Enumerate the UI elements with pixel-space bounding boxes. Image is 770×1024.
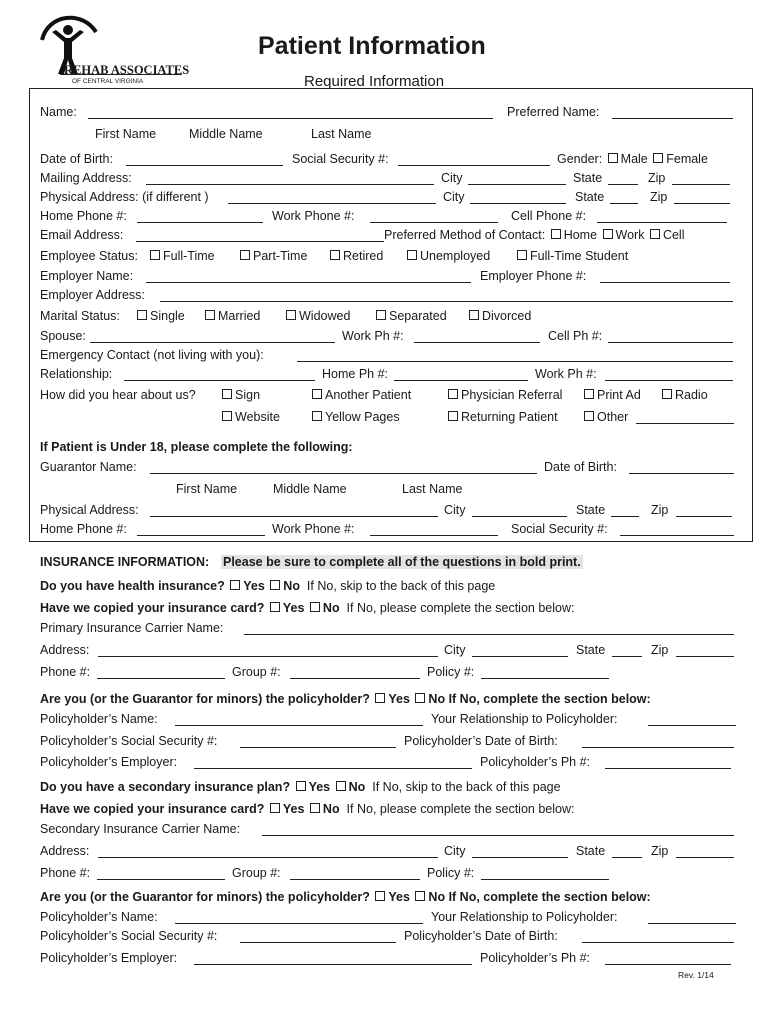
ph-dob-field[interactable] [582,747,734,748]
mailing-zip-field[interactable] [672,184,730,185]
ins-phone-label: Phone #: [40,665,91,679]
primary-carrier-field[interactable] [244,634,734,635]
ins-policy-field[interactable] [481,678,609,679]
spouse-cell-label: Cell Ph #: [548,329,603,343]
ph-employer-label: Policyholder’s Employer: [40,755,178,769]
health-skip-note: If No, skip to the back of this page [306,579,496,593]
ins2-group-field[interactable] [290,879,420,880]
copied2-yes-checkbox[interactable] [270,803,280,813]
name-field[interactable] [88,118,493,119]
marital-status-label: Marital Status: [40,309,120,323]
guarantor-address-field[interactable] [150,516,438,517]
secondary-carrier-label: Secondary Insurance Carrier Name: [40,822,241,836]
policyholder-no-label: No [428,692,446,706]
ins2-phone-label: Phone #: [40,866,91,880]
contact-home-label: Home [563,228,598,242]
retired-label: Retired [343,249,384,263]
guarantor-dob-field[interactable] [629,473,734,474]
guarantor-home-label: Home Phone #: [40,522,127,536]
ph2-phone-field[interactable] [605,964,731,965]
guarantor-middle-caption: Middle Name [273,482,347,496]
copied-note: If No, please complete the section below: [346,601,575,615]
first-name-caption: First Name [95,127,157,141]
policyholder2-no-checkbox[interactable] [415,891,425,901]
guarantor-first-caption: First Name [176,482,238,496]
mailing-state-field[interactable] [608,184,638,185]
gender-group [557,151,708,167]
policyholder-no-checkbox[interactable] [415,693,425,703]
another-patient-checkbox[interactable] [312,389,322,399]
ins2-address-label: Address: [40,844,90,858]
ins-group-field[interactable] [290,678,420,679]
emergency-home-field[interactable] [394,380,528,381]
retired-checkbox[interactable] [330,250,340,260]
dob-label: Date of Birth: [40,152,113,166]
ph-phone-label: Policyholder’s Ph #: [480,755,591,769]
guarantor-state-field[interactable] [611,516,639,517]
ph2-relationship-label: Your Relationship to Policyholder: [431,910,618,924]
employer-phone-label: Employer Phone #: [480,269,587,283]
health-no-label: No [283,579,300,593]
dob-field[interactable] [126,165,283,166]
physical-state-field[interactable] [610,203,638,204]
logo-divider [60,74,182,75]
print-ad-label: Print Ad [597,388,641,402]
ph2-dob-label: Policyholder’s Date of Birth: [404,929,558,943]
guarantor-address-label: Physical Address: [40,503,139,517]
physical-address-label: Physical Address: (if different ) [40,190,209,204]
gender-label: Gender: [557,152,603,166]
mailing-address-field[interactable] [146,184,434,185]
secondary-yes-label: Yes [308,780,331,794]
ins-phone-field[interactable] [97,678,225,679]
insurance-note: Please be sure to complete all of the questions in bold print. [223,555,581,569]
preferred-contact-group [384,227,684,243]
ph-employer-field[interactable] [194,768,472,769]
guarantor-name-label: Guarantor Name: [40,460,137,474]
guarantor-home-field[interactable] [137,535,265,536]
employer-name-label: Employer Name: [40,269,134,283]
full-time-label: Full-Time [163,249,215,263]
guarantor-ssn-field[interactable] [620,535,734,536]
health-yes-checkbox[interactable] [230,580,240,590]
ins-zip-field[interactable] [676,656,734,657]
secondary-yes-checkbox[interactable] [296,781,306,791]
preferred-name-label: Preferred Name: [507,105,600,119]
sign-label: Sign [235,388,261,402]
emergency-home-label: Home Ph #: [322,367,389,381]
ins2-group-label: Group #: [232,866,281,880]
copied-no-label: No [322,601,340,615]
part-time-label: Part-Time [253,249,308,263]
page-title: Patient Information [258,32,486,60]
copied2-note: If No, please complete the section below: [346,802,575,816]
contact-cell-checkbox[interactable] [650,229,660,239]
policyholder2-note: If No, complete the section below: [448,890,651,904]
student-checkbox[interactable] [517,250,527,260]
website-label: Website [235,410,280,424]
ins2-city-label: City [444,844,466,858]
q-policyholder: Are you (or the Guarantor for minors) the policyholder? [40,692,370,706]
guarantor-last-caption: Last Name [402,482,463,496]
website-checkbox[interactable] [222,411,232,421]
unemployed-label: Unemployed [420,249,491,263]
ssn-label: Social Security #: [292,152,389,166]
ins-group-label: Group #: [232,665,281,679]
other-label: Other [597,410,629,424]
spouse-field[interactable] [90,342,335,343]
yellow-pages-label: Yellow Pages [325,410,400,424]
employee-status-label: Employee Status: [40,249,138,263]
name-label: Name: [40,105,77,119]
copied-no-checkbox[interactable] [310,602,320,612]
male-checkbox[interactable] [608,153,618,163]
ph2-ssn-field[interactable] [240,942,396,943]
guarantor-name-field[interactable] [150,473,537,474]
returning-patient-checkbox[interactable] [448,411,458,421]
part-time-checkbox[interactable] [240,250,250,260]
ins-policy-label: Policy #: [427,665,475,679]
physical-state-label: State [575,190,605,204]
ins-city-field[interactable] [472,656,568,657]
other-field[interactable] [636,423,734,424]
q-health-insurance: Do you have health insurance? [40,579,225,593]
copied2-yes-label: Yes [282,802,305,816]
widowed-checkbox[interactable] [286,310,296,320]
copied-yes-label: Yes [282,601,305,615]
ph-relationship-field[interactable] [648,725,736,726]
print-ad-checkbox[interactable] [584,389,594,399]
emergency-contact-field[interactable] [297,361,733,362]
copied-yes-checkbox[interactable] [270,602,280,612]
sign-checkbox[interactable] [222,389,232,399]
ph2-ssn-label: Policyholder’s Social Security #: [40,929,218,943]
ssn-field[interactable] [398,165,550,166]
spouse-label: Spouse: [40,329,86,343]
separated-checkbox[interactable] [376,310,386,320]
q-policyholder-2: Are you (or the Guarantor for minors) the policyholder? [40,890,370,904]
emergency-contact-label: Emergency Contact (not living with you): [40,348,264,362]
employer-address-label: Employer Address: [40,288,145,302]
secondary-no-label: No [348,780,366,794]
logo-name: REHAB ASSOCIATES [64,63,190,77]
revision-label: Rev. 1/14 [678,970,714,980]
home-phone-label: Home Phone #: [40,209,127,223]
full-time-checkbox[interactable] [150,250,160,260]
single-label: Single [150,309,185,323]
contact-work-label: Work [615,228,645,242]
mailing-city-field[interactable] [468,184,566,185]
contact-cell-label: Cell [662,228,685,242]
page-subtitle: Required Information [304,73,445,90]
ph2-dob-field[interactable] [582,942,734,943]
ins-state-label: State [576,643,606,657]
physical-zip-label: Zip [650,190,668,204]
preferred-name-field[interactable] [612,118,733,119]
ins2-policy-field[interactable] [481,879,609,880]
relationship-field[interactable] [124,380,315,381]
hear-about-label: How did you hear about us? [40,388,196,402]
contact-work-checkbox[interactable] [603,229,613,239]
ins2-policy-label: Policy #: [427,866,475,880]
work-phone-label: Work Phone #: [272,209,355,223]
mailing-city-label: City [441,171,463,185]
secondary-carrier-field[interactable] [262,835,734,836]
ins2-zip-field[interactable] [676,857,734,858]
policyholder2-yes-label: Yes [388,890,410,904]
ins2-state-label: State [576,844,606,858]
policyholder2-no-label: No [428,890,446,904]
ins-address-field[interactable] [98,656,438,657]
ph-name-label: Policyholder’s Name: [40,712,158,726]
health-no-checkbox[interactable] [270,580,280,590]
guarantor-city-label: City [444,503,466,517]
ins-zip-label: Zip [651,643,669,657]
logo [38,8,188,88]
yellow-pages-checkbox[interactable] [312,411,322,421]
guarantor-zip-field[interactable] [676,516,732,517]
mailing-state-label: State [573,171,603,185]
preferred-contact-label: Preferred Method of Contact: [384,228,546,242]
ins2-address-field[interactable] [98,857,438,858]
q-secondary: Do you have a secondary insurance plan? [40,780,291,794]
ins2-city-field[interactable] [472,857,568,858]
policyholder2-yes-checkbox[interactable] [375,891,385,901]
female-label: Female [666,152,708,166]
emergency-work-field[interactable] [605,380,733,381]
ph-dob-label: Policyholder’s Date of Birth: [404,734,558,748]
unemployed-checkbox[interactable] [407,250,417,260]
guarantor-work-field[interactable] [370,535,498,536]
physician-referral-label: Physician Referral [461,388,563,402]
ph2-name-field[interactable] [175,923,423,924]
ph-phone-field[interactable] [605,768,731,769]
guarantor-heading: If Patient is Under 18, please complete the following: [40,440,353,454]
guarantor-zip-label: Zip [651,503,669,517]
ph-relationship-label: Your Relationship to Policyholder: [431,712,618,726]
spouse-work-field[interactable] [414,342,540,343]
ph2-relationship-field[interactable] [648,923,736,924]
ins-city-label: City [444,643,466,657]
physical-zip-field[interactable] [674,203,730,204]
radio-label: Radio [675,388,708,402]
guarantor-work-label: Work Phone #: [272,522,355,536]
male-label: Male [620,152,648,166]
physical-city-label: City [443,190,465,204]
emergency-work-label: Work Ph #: [535,367,597,381]
employer-address-field[interactable] [160,301,733,302]
email-field[interactable] [136,241,384,242]
contact-home-checkbox[interactable] [551,229,561,239]
copied2-no-checkbox[interactable] [310,803,320,813]
last-name-caption: Last Name [311,127,372,141]
female-checkbox[interactable] [653,153,663,163]
spouse-cell-field[interactable] [608,342,733,343]
mailing-address-label: Mailing Address: [40,171,132,185]
policyholder-yes-checkbox[interactable] [375,693,385,703]
employer-name-field[interactable] [146,282,471,283]
insurance-heading: INSURANCE INFORMATION: [40,555,210,569]
guarantor-state-label: State [576,503,606,517]
secondary-skip-note: If No, skip to the back of this page [372,780,561,794]
ins2-state-field[interactable] [612,857,642,858]
widowed-label: Widowed [299,309,351,323]
ins2-zip-label: Zip [651,844,669,858]
ph2-employer-field[interactable] [194,964,472,965]
policyholder-note: If No, complete the section below: [448,692,651,706]
policyholder-yes-label: Yes [388,692,410,706]
q-copied-card-2: Have we copied your insurance card? [40,802,265,816]
email-label: Email Address: [40,228,124,242]
ph-ssn-field[interactable] [240,747,396,748]
single-checkbox[interactable] [137,310,147,320]
guarantor-dob-label: Date of Birth: [544,460,617,474]
primary-carrier-label: Primary Insurance Carrier Name: [40,621,224,635]
mailing-zip-label: Zip [648,171,666,185]
middle-name-caption: Middle Name [189,127,263,141]
married-checkbox[interactable] [205,310,215,320]
ph2-name-label: Policyholder’s Name: [40,910,158,924]
ins2-phone-field[interactable] [97,879,225,880]
relationship-label: Relationship: [40,367,113,381]
home-phone-field[interactable] [137,222,263,223]
separated-label: Separated [389,309,447,323]
other-checkbox[interactable] [584,411,594,421]
guarantor-ssn-label: Social Security #: [511,522,608,536]
q-copied-card: Have we copied your insurance card? [40,601,265,615]
ph2-phone-label: Policyholder’s Ph #: [480,951,591,965]
married-label: Married [218,309,261,323]
ph-name-field[interactable] [175,725,423,726]
ins-address-label: Address: [40,643,90,657]
spouse-work-label: Work Ph #: [342,329,404,343]
cell-phone-field[interactable] [597,222,727,223]
returning-patient-label: Returning Patient [461,410,558,424]
guarantor-city-field[interactable] [472,516,567,517]
ph2-employer-label: Policyholder’s Employer: [40,951,178,965]
secondary-no-checkbox[interactable] [336,781,346,791]
employer-phone-field[interactable] [600,282,730,283]
cell-phone-label: Cell Phone #: [511,209,587,223]
logo-tagline: OF CENTRAL VIRGINIA [72,78,144,85]
health-yes-label: Yes [243,579,265,593]
physician-referral-checkbox[interactable] [448,389,458,399]
physical-city-field[interactable] [470,203,566,204]
another-patient-label: Another Patient [325,388,412,402]
student-label: Full-Time Student [530,249,629,263]
ins-state-field[interactable] [612,656,642,657]
physical-address-field[interactable] [228,203,436,204]
radio-checkbox[interactable] [662,389,672,399]
divorced-checkbox[interactable] [469,310,479,320]
work-phone-field[interactable] [370,222,498,223]
copied2-no-label: No [322,802,340,816]
ph-ssn-label: Policyholder’s Social Security #: [40,734,218,748]
divorced-label: Divorced [482,309,532,323]
